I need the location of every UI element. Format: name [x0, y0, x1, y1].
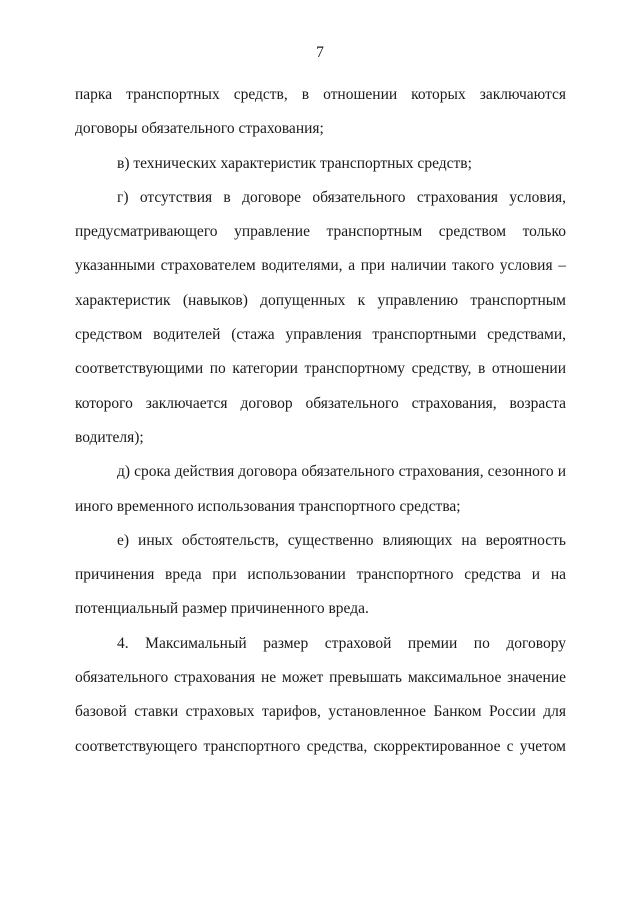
page-number: 7	[316, 44, 324, 61]
paragraph-fleet-continuation: парка транспортных средств, в отношении которых заключаются договоры обязательного страхования;	[75, 86, 566, 138]
paragraph-clause-g: г) отсутствия в договоре обязательного страхования условия, предусматривающего управление транспортным средством только указанными страхователем водителями, а при наличии такого условия – характеристик (навыков) допущенных к управлению транспортным средством водителей (стажа управления транспортными средствами, соответствующими по категории транспортному средству, в отношении которого заключается договор обязательного страхования, возраста водителя);	[75, 188, 566, 446]
paragraph-clause-d: д) срока действия договора обязательного страхования, сезонного и иного временного использования транспортного средства;	[75, 463, 566, 515]
document-body	[75, 78, 566, 764]
paragraph-clause-e: е) иных обстоятельств, существенно влияющих на вероятность причинения вреда при использовании транспортного средства и на потенциальный размер причиненного вреда.	[75, 531, 566, 618]
paragraph-item-4: 4. Максимальный размер страховой премии по договору обязательного страхования не может превышать максимальное значение базовой ставки страховых тарифов, установленное Банком России для соответствующего транспортного средства, скорректированное с учетом	[75, 634, 566, 755]
paragraph-clause-v: в) технических характеристик транспортных средств;	[117, 154, 472, 172]
